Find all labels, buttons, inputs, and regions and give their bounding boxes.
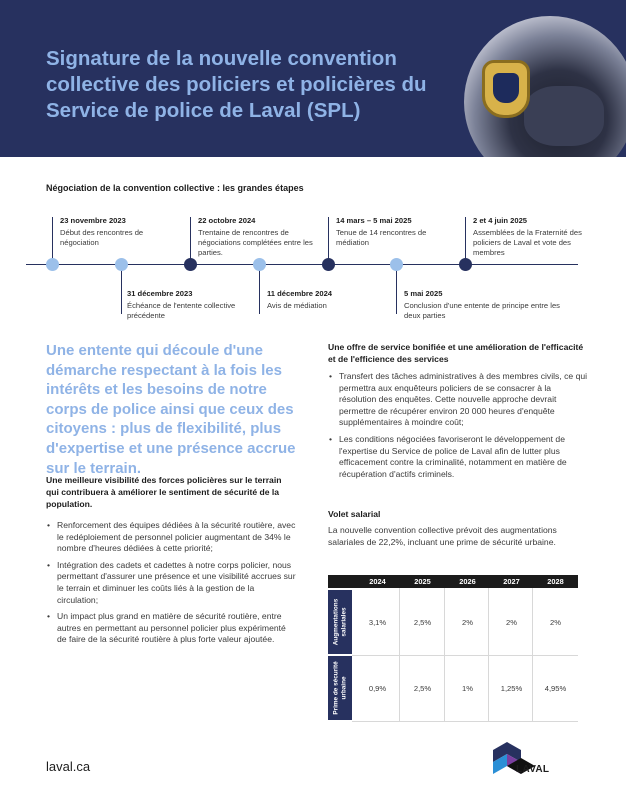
timeline-event — [473, 216, 588, 258]
service-offer-heading: Une offre de service bonifiée et une amélioration de l'efficacité et de l'efficience des services — [328, 342, 584, 364]
table-cell: 3,1% — [368, 618, 387, 627]
timeline-event — [60, 216, 175, 248]
timeline-heading: Négociation de la convention collective : les grandes étapes — [46, 183, 304, 193]
timeline-event-date: 22 octobre 2024 — [198, 216, 256, 225]
list-item: • Un impact plus grand en matière de sécurité routière, entre autres en permettant au personnel policier plus expérimenté de faire de la sécurité routière à plus forte valeur ajoutée. — [46, 611, 296, 646]
timeline-event-text: Conclusion d'une entente de principe entre les deux parties — [404, 301, 560, 320]
table-cell: 0,9% — [368, 684, 387, 693]
timeline-event-text: Trentaine de rencontres de négociations complétées entre les parties. — [198, 228, 313, 257]
table-row-label-text: Prime de sécurité urbaine — [332, 661, 347, 715]
timeline-tick — [121, 264, 122, 314]
table-cell: 2% — [462, 618, 473, 627]
table-cell: 1% — [462, 684, 473, 693]
table-divider — [444, 588, 445, 721]
table-divider — [488, 588, 489, 721]
timeline-tick — [52, 217, 53, 264]
timeline-event-text: Début des rencontres de négociation — [60, 228, 144, 247]
police-officer-photo — [464, 16, 626, 157]
salary-text: La nouvelle convention collective prévoit des augmentations salariales de 22,2%, incluant une prime de sécurité urbaine. — [328, 525, 557, 547]
table-header-year: 2028 — [547, 577, 564, 586]
timeline-event — [404, 289, 564, 321]
timeline-axis — [26, 264, 578, 265]
table-divider — [352, 721, 578, 722]
table-row-label — [328, 656, 352, 720]
header-banner — [0, 0, 626, 157]
page-title: Signature de la nouvelle convention collective des policiers et policières du Service de police de Laval (SPL) — [46, 47, 427, 122]
table-row-label — [328, 590, 352, 654]
timeline-event — [336, 216, 446, 248]
timeline-event-text: Avis de médiation — [267, 301, 327, 310]
timeline-event-date: 5 mai 2025 — [404, 289, 443, 298]
timeline-event — [127, 289, 247, 321]
timeline-event — [198, 216, 318, 258]
timeline-event-date: 31 décembre 2023 — [127, 289, 193, 298]
timeline-event-date: 14 mars – 5 mai 2025 — [336, 216, 412, 225]
timeline-tick — [328, 217, 329, 264]
timeline-tick — [190, 217, 191, 264]
officer-arm-shape — [524, 86, 604, 146]
timeline-dot — [184, 258, 197, 271]
table-cell: 2% — [506, 618, 517, 627]
table-divider — [399, 588, 400, 721]
table-header-year: 2027 — [503, 577, 520, 586]
timeline-event-date: 23 novembre 2023 — [60, 216, 126, 225]
table-divider — [352, 655, 578, 656]
table-cell: 4,95% — [544, 684, 567, 693]
timeline-tick — [396, 264, 397, 314]
timeline-dot — [390, 258, 403, 271]
list-item: • Intégration des cadets et cadettes à notre corps policier, nous permettant d'assurer une présence et une visibilité accrues sur le terrain et diminuer les coûts liés à la gestion de la circulation; — [46, 560, 296, 606]
list-item: • Les conditions négociées favoriseront le développement de l'expertise du Service de police de Laval afin de lutter plus efficacement contre la criminalité, notamment en matière de récupération d'actifs criminels. — [328, 434, 588, 480]
pull-quote: Une entente qui découle d'une démarche respectant à la fois les intérêts et les besoins de notre corps de police ainsi que ceux des citoyens : plus de flexibilité, plus d'expertise et une présence accrue sur le terrain. — [46, 342, 296, 477]
timeline-event-date: 2 et 4 juin 2025 — [473, 216, 528, 225]
visibility-heading: Une meilleure visibilité des forces policières sur le terrain qui contribuera à améliorer le sentiment de sécurité de la population. — [46, 475, 282, 509]
timeline-dot — [322, 258, 335, 271]
timeline-event-text: Échéance de l'entente collective précédente — [127, 301, 236, 320]
timeline-event-text: Tenue de 14 rencontres de médiation — [336, 228, 427, 247]
timeline-event — [267, 289, 387, 311]
list-item: • Transfert des tâches administratives à des membres civils, ce qui permettra aux enquêteurs policiers de se consacrer à la résolution des enquêtes. Cette nouvelle approche devrait permettre de récupérer environ 20 000 heures d'enquête supplémentaires à moindre coût; — [328, 371, 588, 429]
timeline-dot — [459, 258, 472, 271]
table-row-label-text: Augmentations salariales — [332, 598, 347, 646]
table-header-year: 2024 — [369, 577, 386, 586]
website-link[interactable]: laval.ca — [46, 759, 91, 774]
list-item: • Renforcement des équipes dédiées à la sécurité routière, avec le redéploiement de personnel policier augmentant de 34% le nombre d'heures dédiées à cette priorité; — [46, 520, 296, 555]
logo-wordmark: LAVAL — [516, 764, 550, 775]
timeline-event-text: Assemblées de la Fraternité des policiers de Laval et vote des membres — [473, 228, 582, 257]
table-cell: 1,25% — [500, 684, 523, 693]
timeline-dot — [253, 258, 266, 271]
table-header-year: 2026 — [459, 577, 476, 586]
table-cell: 2,5% — [413, 684, 432, 693]
badge-emblem — [493, 73, 519, 103]
table-header-year: 2025 — [414, 577, 431, 586]
timeline-event-date: 11 décembre 2024 — [267, 289, 333, 298]
timeline-tick — [465, 217, 466, 264]
table-cell: 2% — [550, 618, 561, 627]
police-badge-icon — [482, 60, 530, 118]
service-offer-list — [328, 371, 588, 485]
timeline-dot — [46, 258, 59, 271]
visibility-list — [46, 520, 296, 651]
table-cell: 2,5% — [413, 618, 432, 627]
timeline-dot — [115, 258, 128, 271]
salary-heading: Volet salarial — [328, 509, 381, 519]
timeline-tick — [259, 264, 260, 314]
table-divider — [532, 588, 533, 721]
